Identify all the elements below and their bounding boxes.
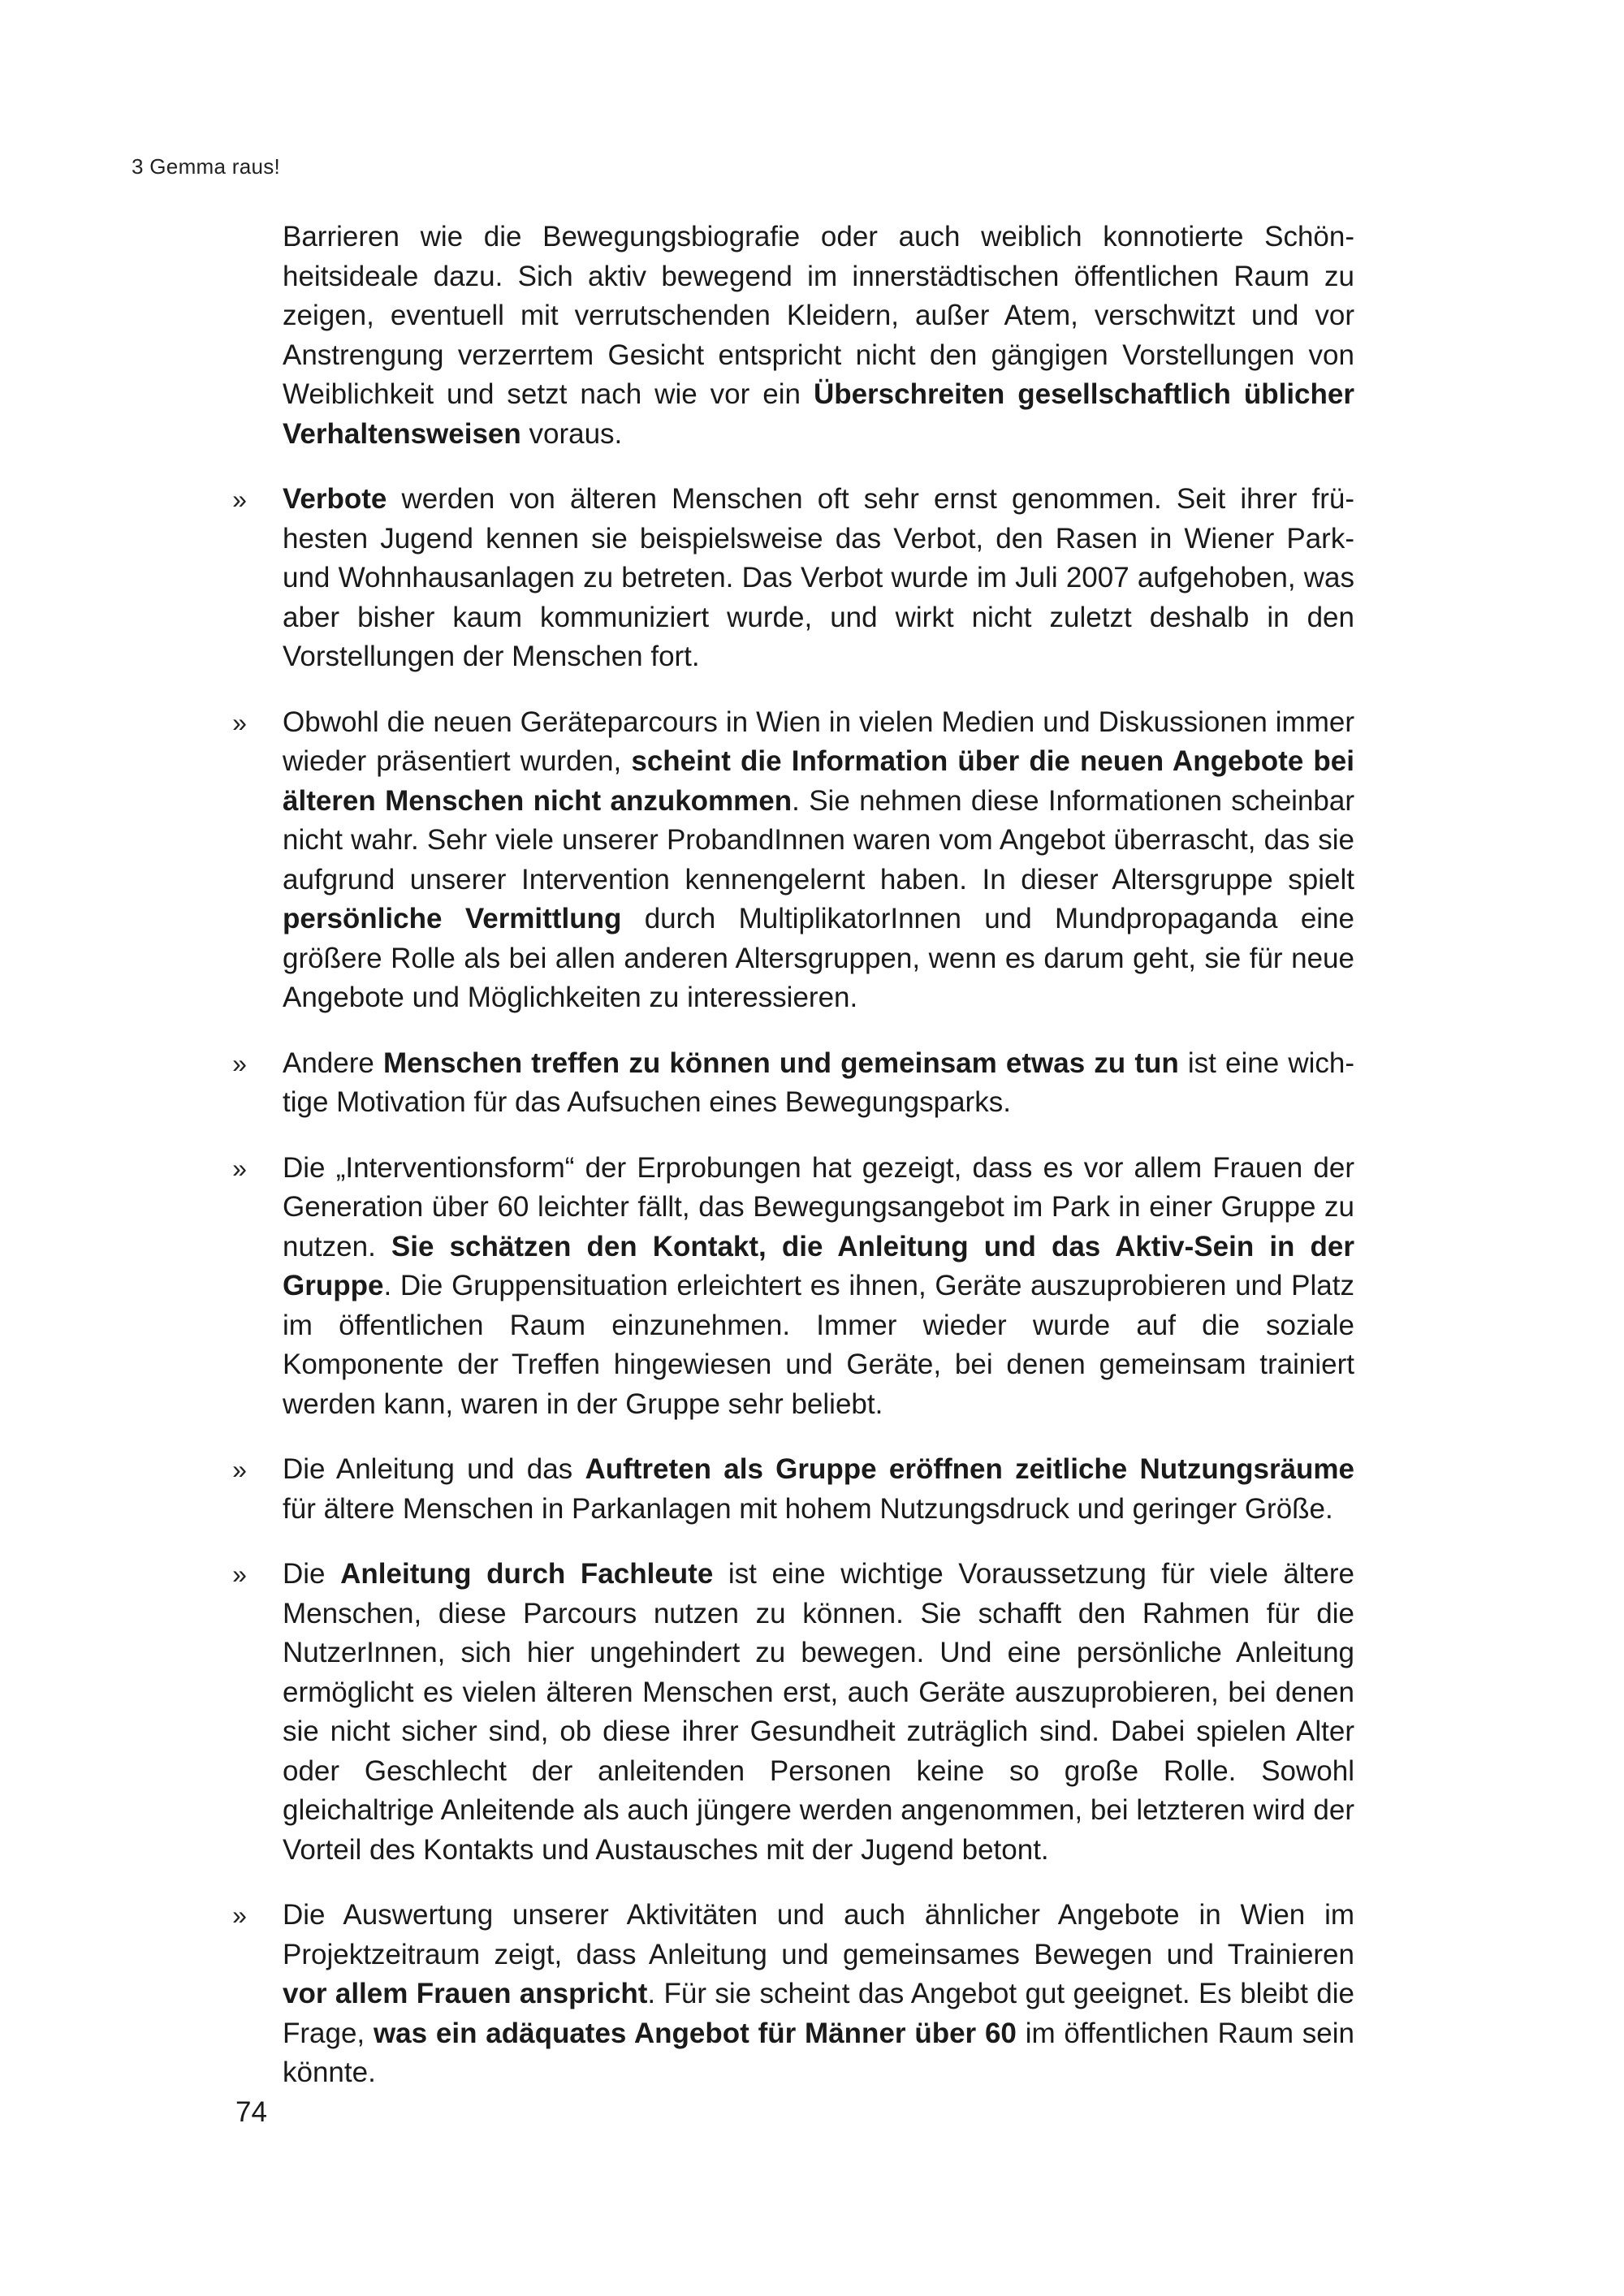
bold-text: Menschen treffen zu können und gemeinsam etwas zu tun bbox=[383, 1047, 1179, 1079]
text-run: voraus. bbox=[520, 417, 623, 450]
text-run: durch MultiplikatorInnen und Mundpropaganda eine größere Rolle als bei allen anderen Altersgruppen, wenn es darum geht, sie für neue Angebote und Möglichkeiten zu interessieren. bbox=[283, 903, 1354, 1013]
text-run: . Die Gruppensituation erleichtert es ihnen, Geräte auszuprobieren und Platz im öffentlichen Raum einzunehmen. Immer wieder wurde auf die soziale Komponente der Treffen hingewiesen und Geräte, bei denen gemeinsam trainiert werden kann, waren in der Gruppe sehr beliebt. bbox=[283, 1270, 1354, 1420]
text-run: Die „Interventionsform“ der Erprobungen hat gezeigt, dass es vor allem Frauen der Generation über 60 leichter fällt, das Bewegungsangebot im Park in einer Gruppe zu nutzen. bbox=[283, 1151, 1354, 1262]
text-run: für ältere Menschen in Parkanlagen mit hohem Nutzungsdruck und geringer Größe. bbox=[283, 1492, 1333, 1525]
text-run: ist eine wichtige Voraussetzung für viele ältere Menschen, diese Parcours nutzen zu können. Sie schafft den Rahmen für die NutzerInnen, sich hier ungehindert zu bewegen. Und eine persönliche Anleitung ermöglicht es vielen älteren Menschen erst, auch Geräte auszuprobieren, bei denen sie nicht sicher sind, ob diese ihrer Gesundheit zuträglich sind. Dabei spielen Alter oder Geschlecht der anleitenden Personen keine so große Rolle. Sowohl gleichaltrige Anleitende als auch jüngere werden angenommen, bei letzteren wird der Vorteil des Kontakts und Austausches mit der Jugend betont. bbox=[283, 1558, 1354, 1866]
bullet-paragraph bbox=[283, 1896, 1354, 2093]
bullet-marker: » bbox=[232, 1153, 247, 1183]
bullet-item bbox=[232, 1044, 1354, 1123]
text-run: . Sie nehmen diese Informationen scheinbar nicht wahr. Sehr viele unserer ProbandInnen waren vom Angebot überrascht, das sie aufgrund unserer Intervention kennengelernt haben. In dieser Altersgruppe spielt bbox=[283, 784, 1354, 896]
bullet-list bbox=[232, 480, 1354, 2093]
text-run: Die Auswertung unserer Aktivitäten und auch ähnlicher Angebote in Wien im Projektzeitraum zeigt, dass Anleitung und gemeinsames Bewegen und Trainieren bbox=[283, 1899, 1354, 1970]
text-run: Obwohl die neuen Geräteparcours in Wien in vielen Medien und Diskussionen immer wieder präsentiert wurden, bbox=[283, 706, 1354, 777]
text-run: Die bbox=[283, 1558, 341, 1590]
bold-text: Verbote bbox=[283, 483, 387, 515]
text-run: ist eine wichtige Motivation für das Aufsuchen eines Bewegungsparks. bbox=[283, 1047, 1354, 1118]
bold-text: persönliche Vermittlung bbox=[283, 903, 622, 934]
bold-text: Überschreiten gesellschaftlich üblicher Verhaltensweisen bbox=[283, 378, 1354, 450]
bullet-marker: » bbox=[232, 707, 247, 737]
bold-text: Sie schätzen den Kontakt, die Anleitung und das Aktiv-Sein in der Gruppe bbox=[283, 1230, 1354, 1301]
bullet-item bbox=[232, 1555, 1354, 1870]
bullet-paragraph bbox=[283, 1044, 1354, 1123]
bold-text: Anleitung durch Fachleute bbox=[340, 1558, 714, 1590]
text-run: Die Anleitung und das bbox=[283, 1453, 585, 1485]
bullet-paragraph bbox=[283, 1149, 1354, 1425]
bullet-item bbox=[232, 1149, 1354, 1425]
page-number: 74 bbox=[235, 2096, 267, 2128]
bold-text: scheint die Information über die neuen Angebote bei älteren Menschen nicht anzukommen bbox=[283, 745, 1354, 817]
bold-text: was ein adäquates Angebot für Männer über 60 bbox=[373, 2017, 1017, 2049]
bullet-paragraph bbox=[283, 703, 1354, 1018]
bullet-paragraph bbox=[283, 480, 1354, 677]
bullet-item bbox=[232, 1450, 1354, 1529]
bullet-item bbox=[232, 480, 1354, 677]
bullet-marker: » bbox=[232, 485, 247, 514]
bold-text: Auftreten als Gruppe eröffnen zeitliche Nutzungsräume bbox=[585, 1453, 1354, 1485]
intro-paragraph bbox=[283, 218, 1354, 454]
text-run: . Für sie scheint das Angebot gut geeignet. Es bleibt die Frage, bbox=[283, 1978, 1354, 2049]
bullet-marker: » bbox=[232, 1455, 247, 1484]
bullet-item bbox=[232, 1896, 1354, 2093]
running-header: 3 Gemma raus! bbox=[132, 154, 281, 179]
text-run: im öffentlichen Raum sein könnte. bbox=[283, 2017, 1354, 2088]
bullet-marker: » bbox=[232, 1048, 247, 1078]
text-run: werden von älteren Menschen oft sehr ernst genommen. Seit ihrer frühesten Jugend kennen sie beispielsweise das Verbot, den Rasen in Wiener Park- und Wohnhausanlagen zu betreten. Das Verbot wurde im Juli 2007 aufgehoben, was aber bisher kaum kommuniziert wurde, und wirkt nicht zuletzt deshalb in den Vorstellungen der Menschen fort. bbox=[283, 483, 1354, 672]
bullet-item bbox=[232, 703, 1354, 1018]
bullet-paragraph bbox=[283, 1450, 1354, 1529]
bullet-paragraph bbox=[283, 1555, 1354, 1870]
bold-text: vor allem Frauen anspricht bbox=[283, 1978, 648, 2009]
bullet-marker: » bbox=[232, 1560, 247, 1589]
text-run: Barrieren wie die Bewegungsbiografie oder auch weiblich konnotierte Schönheitsideale dazu. Sich aktiv bewegend im innerstädtischen öffentlichen Raum zu zeigen, eventuell mit verrutschenden Kleidern, außer Atem, verschwitzt und vor Anstrengung verzerrtem Gesicht entspricht nicht den gängigen Vorstellungen von Weiblichkeit und setzt nach wie vor ein bbox=[283, 221, 1354, 410]
text-run: Andere bbox=[283, 1047, 383, 1079]
bullet-marker: » bbox=[232, 1901, 247, 1930]
